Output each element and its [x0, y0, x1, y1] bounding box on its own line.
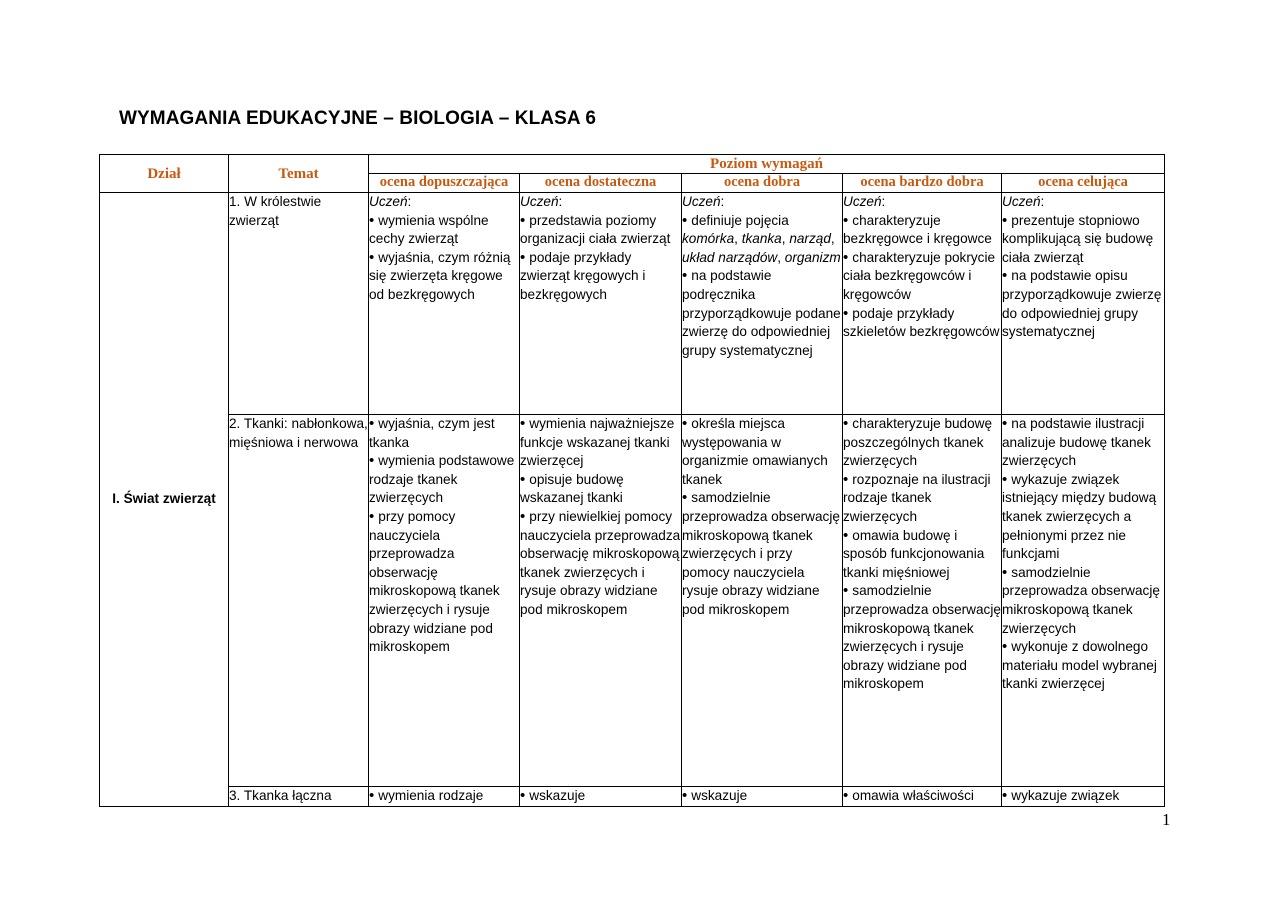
temat-text: 1. W królestwie zwierząt — [229, 194, 322, 228]
bullet-item: • wykonuje z dowolnego materiału model wybranej tkanki zwierzęcej — [1002, 638, 1164, 694]
req-cell — [369, 415, 520, 787]
req-cell — [843, 787, 1002, 807]
bullet-item: • na podstawie opisu przyporządkowuje zwierzę do odpowiedniej grupy systematycznej — [1002, 267, 1164, 341]
bullet-item: • samodzielnie przeprowadza obserwację mikroskopową tkanek zwierzęcych — [1002, 564, 1164, 638]
bullet-item: • przy niewielkiej pomocy nauczyciela przeprowadza obserwację mikroskopową tkanek zwierzęcych i rysuje obrazy widziane pod mikroskopem — [520, 508, 681, 620]
bullet-item: • przy pomocy nauczyciela przeprowadza obserwację mikroskopową tkanek zwierzęcych i rysuje obrazy widziane pod mikroskopem — [369, 508, 519, 657]
req-cell — [843, 415, 1002, 787]
table-row — [100, 787, 1165, 807]
bullet-item: • podaje przykłady szkieletów bezkręgowców — [843, 305, 1001, 342]
req-cell — [843, 193, 1002, 415]
header-level-2: ocena dostateczna — [520, 174, 682, 193]
header-level-1: ocena dopuszczająca — [369, 174, 520, 193]
bullet-item: • prezentuje stopniowo komplikującą się budowę ciała zwierząt — [1002, 212, 1164, 268]
req-cell — [1002, 787, 1165, 807]
bullet-item: • omawia budowę i sposób funkcjonowania tkanki mięśniowej — [843, 527, 1001, 583]
header-poziom-wymagan: Poziom wymagań — [369, 155, 1165, 174]
bullet-item: • określa miejsca występowania w organizmie omawianych tkanek — [682, 415, 842, 489]
dzial-cell: I. Świat zwierząt — [100, 193, 229, 807]
temat-cell — [229, 787, 369, 807]
intro-text: Uczeń: — [1002, 194, 1045, 209]
bullet-item: • samodzielnie przeprowadza obserwację mikroskopową tkanek zwierzęcych i przy pomocy nauczyciela rysuje obrazy widziane pod mikroskopem — [682, 489, 842, 619]
bullet-item: • wymienia najważniejsze funkcje wskazanej tkanki zwierzęcej — [520, 415, 681, 471]
temat-cell — [229, 193, 369, 415]
req-cell — [682, 787, 843, 807]
req-cell — [682, 415, 843, 787]
bullet-item: • na podstawie podręcznika przyporządkowuje podane zwierzę do odpowiedniej grupy systematycznej — [682, 267, 842, 360]
req-cell — [520, 193, 682, 415]
req-cell — [520, 787, 682, 807]
header-dzial: Dział — [100, 155, 229, 193]
requirements-table — [99, 154, 1165, 807]
bullet-item: • wyjaśnia, czym jest tkanka — [369, 415, 519, 452]
intro-text: Uczeń: — [682, 194, 725, 209]
req-cell — [1002, 193, 1165, 415]
req-cell — [1002, 415, 1165, 787]
bullet-item: • charakteryzuje bezkręgowce i kręgowce — [843, 212, 1001, 249]
bullet-item: • opisuje budowę wskazanej tkanki — [520, 471, 681, 508]
page-number: 1 — [1162, 810, 1171, 829]
header-level-4: ocena bardzo dobra — [843, 174, 1002, 193]
bullet-item: • podaje przykłady zwierząt kręgowych i bezkręgowych — [520, 249, 681, 305]
bullet-item: • definiuje pojęcia komórka, tkanka, narząd, układ narządów, organizm — [682, 212, 842, 268]
bullet-item: • wyjaśnia, czym różnią się zwierzęta kręgowe od bezkręgowych — [369, 249, 519, 305]
bullet-item: • wskazuje — [682, 787, 842, 806]
bullet-item: • na podstawie ilustracji analizuje budowę tkanek zwierzęcych — [1002, 415, 1164, 471]
bullet-item: • wymienia wspólne cechy zwierząt — [369, 212, 519, 249]
req-cell — [369, 787, 520, 807]
bullet-item: • wymienia rodzaje — [369, 787, 519, 806]
bullet-item: • rozpoznaje na ilustracji rodzaje tkanek zwierzęcych — [843, 471, 1001, 527]
bullet-item: • wykazuje związek — [1002, 787, 1164, 806]
temat-text: 2. Tkanki: nabłonkowa, mięśniowa i nerwowa — [229, 416, 368, 450]
table-row — [100, 193, 1165, 415]
bullet-item: • charakteryzuje budowę poszczególnych tkanek zwierzęcych — [843, 415, 1001, 471]
intro-text: Uczeń: — [843, 194, 886, 209]
page-title: WYMAGANIA EDUKACYJNE – BIOLOGIA – KLASA 6 — [119, 108, 597, 129]
header-temat: Temat — [229, 155, 369, 193]
header-level-3: ocena dobra — [682, 174, 843, 193]
bullet-item: • wykazuje związek istniejący między budową tkanek zwierzęcych a pełnionymi przez nie funkcjami — [1002, 471, 1164, 564]
intro-text: Uczeń: — [369, 194, 412, 209]
req-cell — [682, 193, 843, 415]
req-cell — [369, 193, 520, 415]
header-level-5: ocena celująca — [1002, 174, 1165, 193]
req-cell — [520, 415, 682, 787]
bullet-item: • wskazuje — [520, 787, 681, 806]
bullet-item: • omawia właściwości — [843, 787, 1001, 806]
bullet-item: • przedstawia poziomy organizacji ciała zwierząt — [520, 212, 681, 249]
bullet-item: • samodzielnie przeprowadza obserwację mikroskopową tkanek zwierzęcych i rysuje obrazy widziane pod mikroskopem — [843, 582, 1001, 694]
temat-text: 3. Tkanka łączna — [229, 788, 332, 803]
table-row — [100, 415, 1165, 787]
temat-cell — [229, 415, 369, 787]
intro-text: Uczeń: — [520, 194, 563, 209]
bullet-item: • charakteryzuje pokrycie ciała bezkręgowców i kręgowców — [843, 249, 1001, 305]
bullet-item: • wymienia podstawowe rodzaje tkanek zwierzęcych — [369, 452, 519, 508]
